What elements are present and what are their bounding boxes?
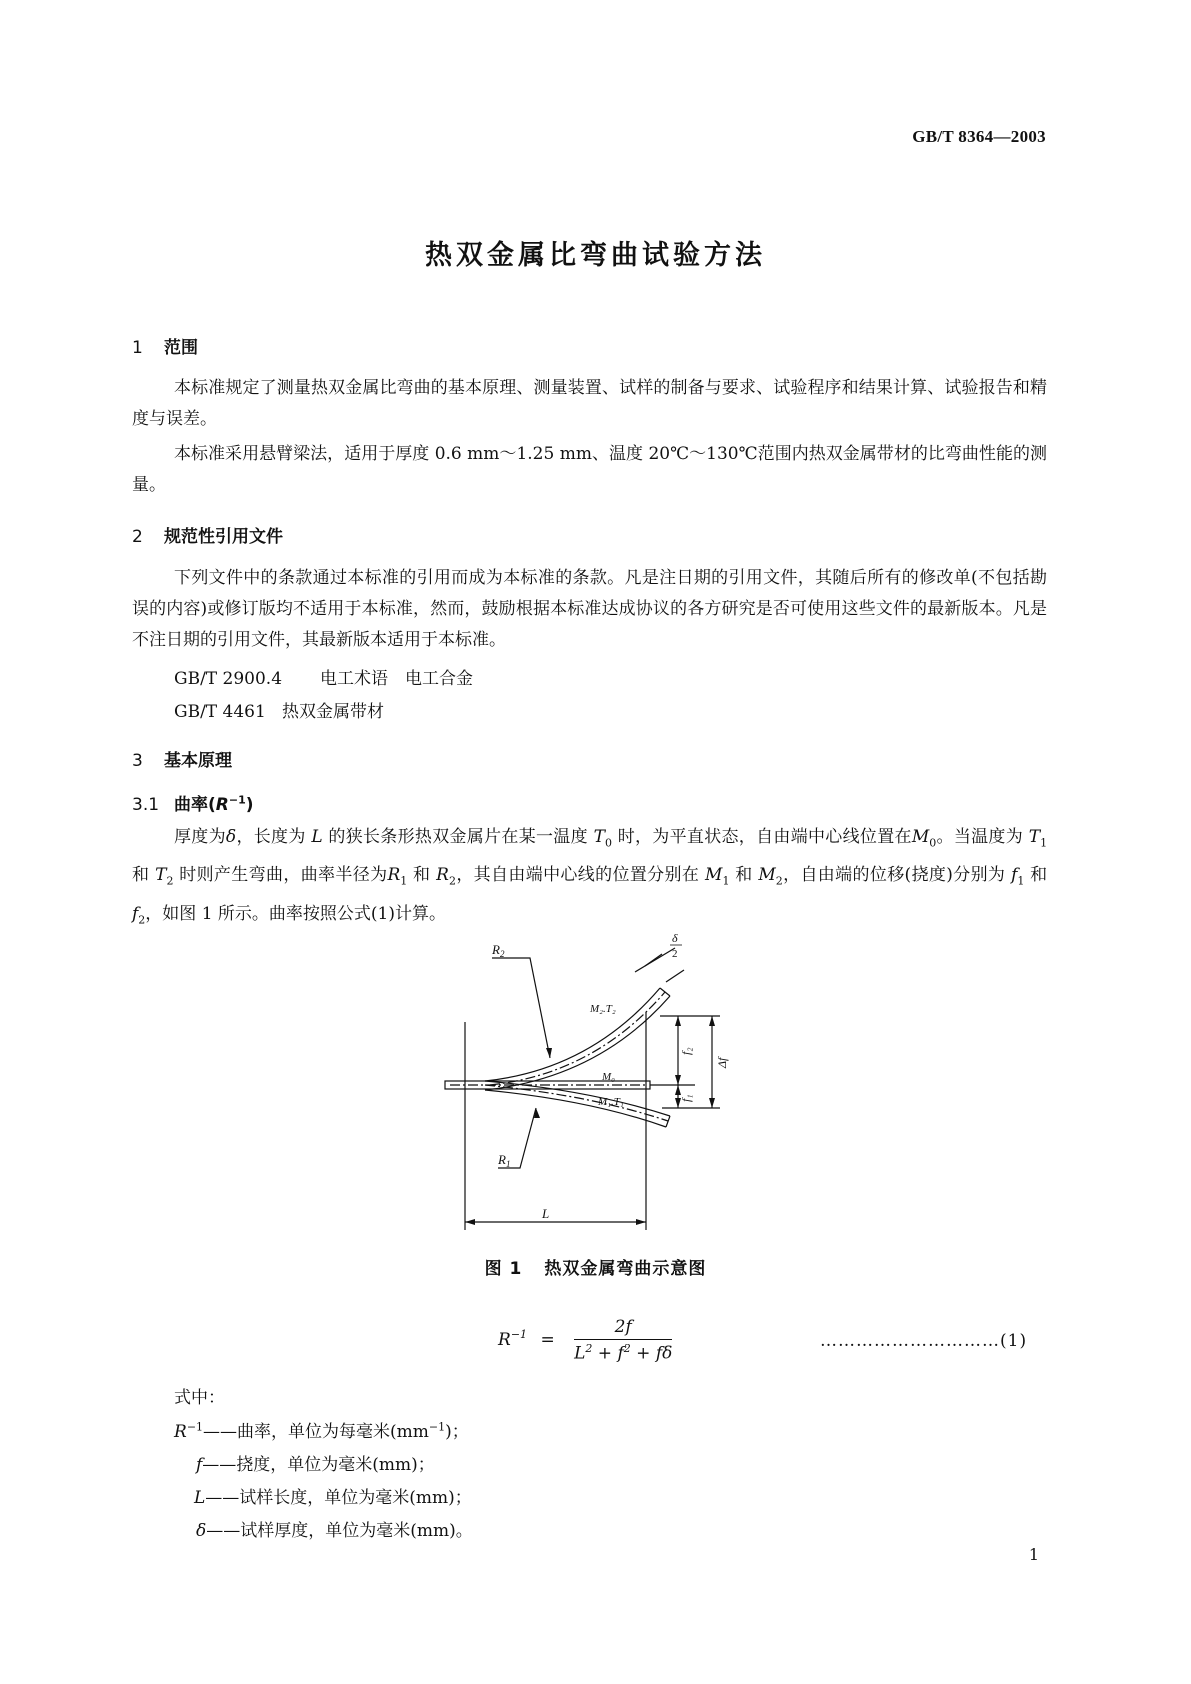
reference-item (174, 664, 473, 689)
symbol-f: f (1011, 865, 1018, 886)
symbol-delta: δ (225, 827, 237, 847)
label-delta-f: Δf (715, 1057, 729, 1068)
text: 时，为平直状态，自由端中心线位置在 (617, 827, 912, 847)
definition-tail: )； (445, 1422, 469, 1442)
arrow (675, 1085, 681, 1095)
bent-strip-down-end (666, 1116, 670, 1127)
symbol-R: R (387, 865, 401, 886)
text: 和 (1030, 865, 1048, 886)
symbol-M: M (758, 865, 776, 886)
reference-code: GB/T 4461 (174, 702, 266, 722)
subsection-number: 3.1 (132, 795, 160, 815)
label-M2T2: M₂.T₂ (590, 1003, 616, 1015)
definition-symbol: f (196, 1455, 203, 1475)
section-number: 1 (132, 338, 143, 358)
delta-dim-line (666, 970, 684, 982)
label-f1: f₁ (679, 1094, 693, 1102)
arrow (709, 1016, 715, 1026)
label-f2: f₂ (679, 1047, 693, 1055)
section-title: 基本原理 (164, 751, 232, 771)
subscript: 2 (448, 874, 456, 888)
text: 厚度为 (174, 827, 226, 847)
definition-text: ——曲率，单位为每毫米(mm (203, 1422, 429, 1442)
subsection-title-close: ) (245, 795, 254, 815)
subscript: 0 (604, 836, 612, 850)
label-R2: $R_2$ (492, 942, 505, 959)
definition-symbol: R (174, 1422, 187, 1442)
definition-item (174, 1417, 469, 1442)
reference-code: GB/T 2900.4 (174, 669, 283, 689)
subscript: 2 (166, 874, 174, 888)
centerline-M2 (490, 992, 665, 1085)
symbol-R: R (436, 865, 449, 886)
bent-strip-up-inner (485, 996, 670, 1090)
text: 时则产生弯曲，曲率半径为 (179, 865, 388, 886)
formula-fraction (574, 1317, 672, 1364)
figure-caption (0, 1254, 1191, 1279)
section-title: 规范性引用文件 (164, 527, 283, 547)
definition-item (194, 1483, 472, 1508)
text: ，自由端的位移(挠度)分别为 (782, 865, 1006, 886)
section-3-heading (132, 746, 232, 771)
figure-number: 图 1 (484, 1259, 523, 1279)
text: ，如图 1 所示。曲率按照公式(1)计算。 (145, 903, 447, 924)
symbol-M: M (705, 865, 723, 886)
section-number: 2 (132, 527, 143, 547)
subscript: 1 (400, 874, 408, 888)
formula-number: …………………………(1) (820, 1331, 1028, 1351)
section-number: 3 (132, 751, 143, 771)
subsection-exponent: −1 (228, 793, 246, 807)
symbol-L: L (311, 827, 323, 847)
symbol-T: T (1028, 827, 1041, 847)
text: ，长度为 (236, 827, 306, 847)
formula-lhs-exponent: −1 (510, 1328, 528, 1342)
section-1-paragraph-2: 本标准采用悬臂梁法，适用于厚度 0.6 mm～1.25 mm、温度 20℃～130℃范围内热双金属带材的比弯曲性能的测量。 (132, 444, 1047, 495)
label-M0: M₀ (602, 1071, 615, 1083)
subscript: 1 (1040, 836, 1048, 850)
symbol-f: f (132, 903, 139, 924)
definition-exponent: −1 (186, 1420, 204, 1434)
symbol-T: T (155, 865, 167, 886)
definition-text: ——试样厚度，单位为毫米(mm)。 (206, 1521, 473, 1541)
symbol-M: M (911, 827, 930, 847)
text: 和 (735, 865, 753, 886)
label-L: L (542, 1206, 550, 1221)
subsection-3-1-heading (132, 790, 254, 815)
subscript: 2 (775, 874, 783, 888)
arrow (465, 1219, 475, 1225)
bending-diagram (430, 930, 790, 1250)
arrow (675, 1016, 681, 1026)
label-R1: $R_1$ (498, 1152, 511, 1169)
text: 和 (132, 865, 150, 886)
section-2-paragraph-1: 下列文件中的条款通过本标准的引用而成为本标准的条款。凡是注日期的引用文件，其随后所有的修改单(不包括勘误的内容)或修订版均不适用于本标准，然而，鼓励根据本标准达成协议的各方研究是否可使用这些文件的最新版本。凡是不注日期的引用文件，其最新版本适用于本标准。 (132, 568, 1047, 650)
definition-text: ——试样长度，单位为毫米(mm)； (205, 1488, 472, 1508)
section-3-1-paragraph (132, 821, 1047, 936)
subsection-symbol: R (215, 795, 229, 815)
section-1-paragraph-1: 本标准规定了测量热双金属比弯曲的基本原理、测量装置、试样的制备与要求、试验程序和结果计算、试验报告和精度与误差。 (132, 378, 1047, 429)
bent-strip-down-inner (485, 1090, 666, 1127)
definition-text: ——挠度，单位为毫米(mm)； (202, 1455, 435, 1475)
definition-symbol: δ (196, 1521, 207, 1541)
formula-1 (498, 1317, 672, 1364)
figure-caption-text: 热双金属弯曲示意图 (544, 1259, 707, 1279)
formula-lhs: R (498, 1329, 511, 1350)
text: 的狭长条形热双金属片在某一温度 (328, 827, 588, 847)
reference-name: 电工术语 电工合金 (320, 669, 473, 689)
arrow (636, 1219, 646, 1225)
definition-item (196, 1516, 473, 1541)
symbol-T: T (593, 827, 605, 847)
subsection-title: 曲率( (174, 795, 216, 815)
standard-code: GB/T 8364—2003 (912, 127, 1046, 146)
formula-denominator: $L^2 + f^2 + f\delta$ (574, 1342, 673, 1364)
arrow (675, 1075, 681, 1085)
subscript: 1 (1017, 874, 1025, 888)
arrow (709, 1098, 715, 1108)
reference-name: 热双金属带材 (282, 702, 384, 722)
subscript: 0 (929, 836, 937, 850)
page-number: 1 (1028, 1545, 1039, 1564)
formula-equals: = (540, 1329, 555, 1350)
label-delta-numerator: δ (672, 931, 678, 945)
definition-unit-exponent: −1 (428, 1420, 446, 1434)
subscript: 1 (722, 874, 730, 888)
section-1-heading (132, 333, 198, 358)
text: ，其自由端中心线的位置分别在 (455, 865, 700, 886)
section-2-heading (132, 522, 283, 547)
R2-leader (492, 958, 550, 1058)
section-title: 范围 (164, 338, 198, 358)
delta-dim-line (635, 948, 675, 972)
subscript: 2 (138, 913, 146, 927)
reference-item (174, 697, 384, 722)
where-label: 式中： (174, 1388, 225, 1408)
page-title: 热双金属比弯曲试验方法 (425, 240, 766, 271)
text: 。当温度为 (936, 827, 1024, 847)
arrow (546, 1048, 552, 1058)
definition-symbol: L (194, 1488, 206, 1508)
label-M1T1: M₁.T₁ (598, 1096, 624, 1108)
definition-item (196, 1450, 435, 1475)
label-delta-denominator: 2 (672, 948, 678, 960)
formula-numerator: 2f (574, 1317, 672, 1340)
text: 和 (413, 865, 431, 886)
